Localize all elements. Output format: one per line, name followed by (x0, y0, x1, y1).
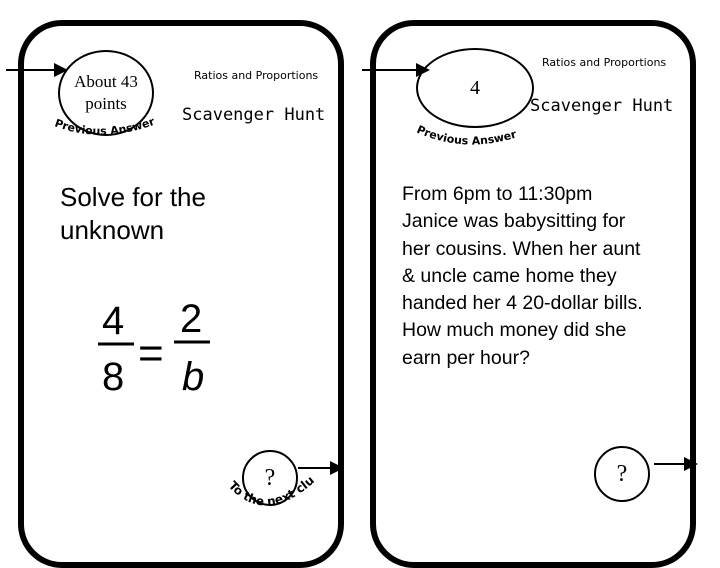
right-numerator: 2 (180, 297, 203, 341)
previous-answer-value: 4 (470, 77, 480, 99)
equals-sign: = (138, 329, 164, 378)
svg-text:Previous Answer: Previous Answer (414, 122, 518, 148)
scavenger-hunt-title: Scavenger Hunt (530, 96, 674, 116)
arrow-right-icon (298, 456, 346, 480)
arrow-right-icon (6, 58, 72, 82)
right-denominator: b (182, 355, 205, 399)
svg-text:To the next clue: To the next clue (209, 455, 318, 509)
clue-question-mark: ? (264, 464, 276, 491)
topic-label: Ratios and Proportions (542, 56, 667, 69)
arrow-right-icon (362, 58, 434, 82)
topic-label: Ratios and Proportions (194, 69, 319, 82)
question-text: Solve for the unknown (60, 182, 206, 245)
previous-answer-label (46, 114, 176, 154)
proportion-equation (96, 296, 236, 406)
left-denominator: 8 (102, 355, 125, 399)
clue-card-left (18, 20, 344, 568)
clue-question-mark: ? (616, 460, 628, 487)
next-clue-circle (594, 446, 650, 502)
clue-card-right (370, 20, 696, 568)
previous-answer-value: About 43 points (74, 71, 138, 113)
arrow-right-icon (654, 452, 702, 476)
left-numerator: 4 (102, 299, 125, 343)
svg-text:Previous Answer: Previous Answer (53, 114, 157, 138)
scavenger-hunt-title: Scavenger Hunt (182, 105, 326, 125)
word-problem-text: From 6pm to 11:30pm Janice was babysitting for her cousins. When her aunt & uncle came home they handed her 4 20-dollar bills. How much money did she earn per hour? (402, 183, 643, 369)
previous-answer-label (412, 122, 542, 166)
